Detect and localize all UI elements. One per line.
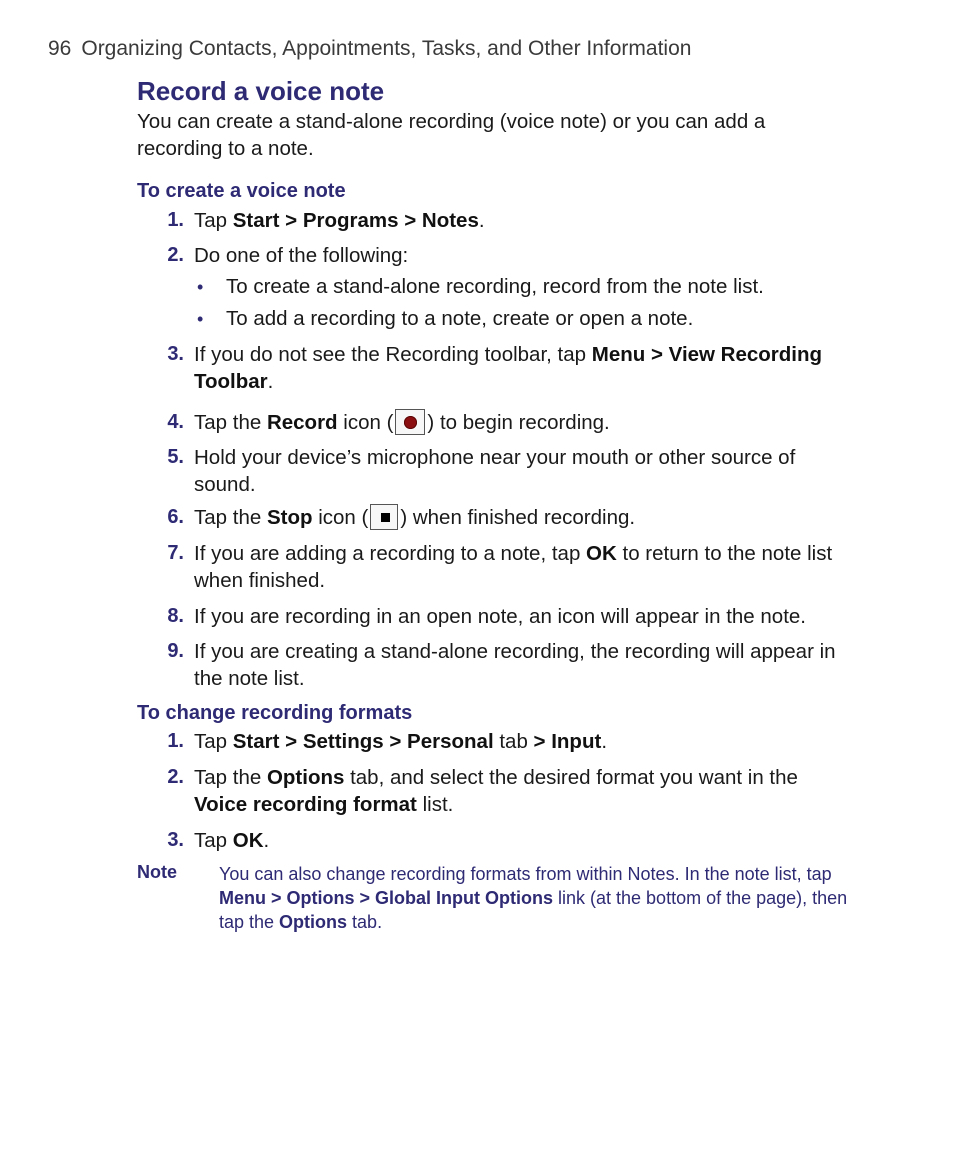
- chapter-title: Organizing Contacts, Appointments, Tasks, and Other Information: [81, 37, 692, 60]
- section-heading-formats: To change recording formats: [137, 702, 413, 724]
- step-number: 4.: [167, 411, 184, 433]
- step-number: 8.: [167, 605, 184, 627]
- section-heading-create: To create a voice note: [137, 180, 346, 202]
- format-step-1: Tap Start > Settings > Personal tab > Input.: [194, 730, 608, 753]
- bullet-icon: •: [197, 277, 204, 297]
- running-header: [48, 37, 691, 61]
- record-icon: [395, 409, 425, 435]
- format-step-3: Tap OK.: [194, 829, 270, 852]
- step-number: 7.: [167, 542, 184, 564]
- step-number: 3.: [167, 829, 184, 851]
- step-number: 3.: [167, 343, 184, 365]
- bullet-item: To create a stand-alone recording, record from the note list.: [226, 275, 764, 298]
- step-2: Do one of the following:: [194, 244, 409, 267]
- step-number: 5.: [167, 446, 184, 468]
- intro-paragraph: You can create a stand-alone recording (voice note) or you can add a recording to a note.: [137, 110, 766, 160]
- step-number: 1.: [167, 730, 184, 752]
- step-4: Tap the Record icon ( ) to begin recording.: [194, 411, 610, 434]
- step-1: Tap Start > Programs > Notes.: [194, 209, 485, 232]
- page-number: 96: [48, 37, 72, 60]
- step-number: 2.: [167, 244, 184, 266]
- page-title: Record a voice note: [137, 76, 385, 106]
- step-5: Hold your device’s microphone near your mouth or other source of sound.: [194, 446, 796, 496]
- step-6: Tap the Stop icon ( ) when finished recording.: [194, 506, 636, 529]
- stop-icon: [370, 504, 398, 530]
- step-number: 2.: [167, 766, 184, 788]
- step-9: If you are creating a stand-alone recording, the recording will appear in the note list.: [194, 640, 836, 690]
- step-8: If you are recording in an open note, an icon will appear in the note.: [194, 605, 806, 628]
- bullet-item: To add a recording to a note, create or open a note.: [226, 307, 694, 330]
- step-7: If you are adding a recording to a note, tap OK to return to the note list when finished.: [194, 542, 833, 592]
- format-step-2: Tap the Options tab, and select the desired format you want in the Voice recording format list.: [194, 766, 798, 816]
- note-text: You can also change recording formats from within Notes. In the note list, tap Menu > Options > Global Input Options link (at the bottom of the page), then tap the Options tab.: [219, 864, 848, 932]
- step-number: 6.: [167, 506, 184, 528]
- bullet-icon: •: [197, 309, 204, 329]
- step-number: 1.: [167, 209, 184, 231]
- step-number: 9.: [167, 640, 184, 662]
- step-3: If you do not see the Recording toolbar, tap Menu > View Recording Toolbar.: [194, 343, 823, 393]
- note-label: Note: [137, 862, 177, 882]
